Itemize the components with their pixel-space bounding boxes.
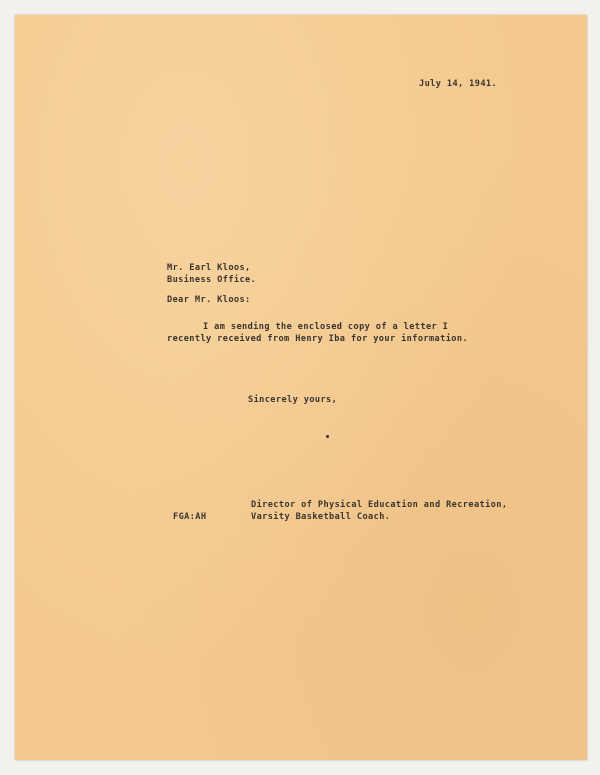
recipient-office: Business Office. — [167, 275, 257, 285]
signature-title-line-2: Varsity Basketball Coach. — [251, 512, 391, 522]
letter-sheet — [15, 15, 587, 760]
closing: Sincerely yours, — [248, 395, 338, 405]
recipient-name: Mr. Earl Kloos, — [167, 263, 251, 273]
letter-date: July 14, 1941. — [419, 79, 498, 89]
body-line-2: recently received from Henry Iba for your information. — [167, 334, 468, 344]
ink-dot — [326, 435, 329, 438]
signature-title-line-1: Director of Physical Education and Recreation, — [251, 500, 508, 510]
body-line-1: I am sending the enclosed copy of a letter I — [203, 322, 449, 332]
salutation: Dear Mr. Kloos: — [167, 295, 251, 305]
reference-initials: FGA:AH — [173, 512, 207, 522]
